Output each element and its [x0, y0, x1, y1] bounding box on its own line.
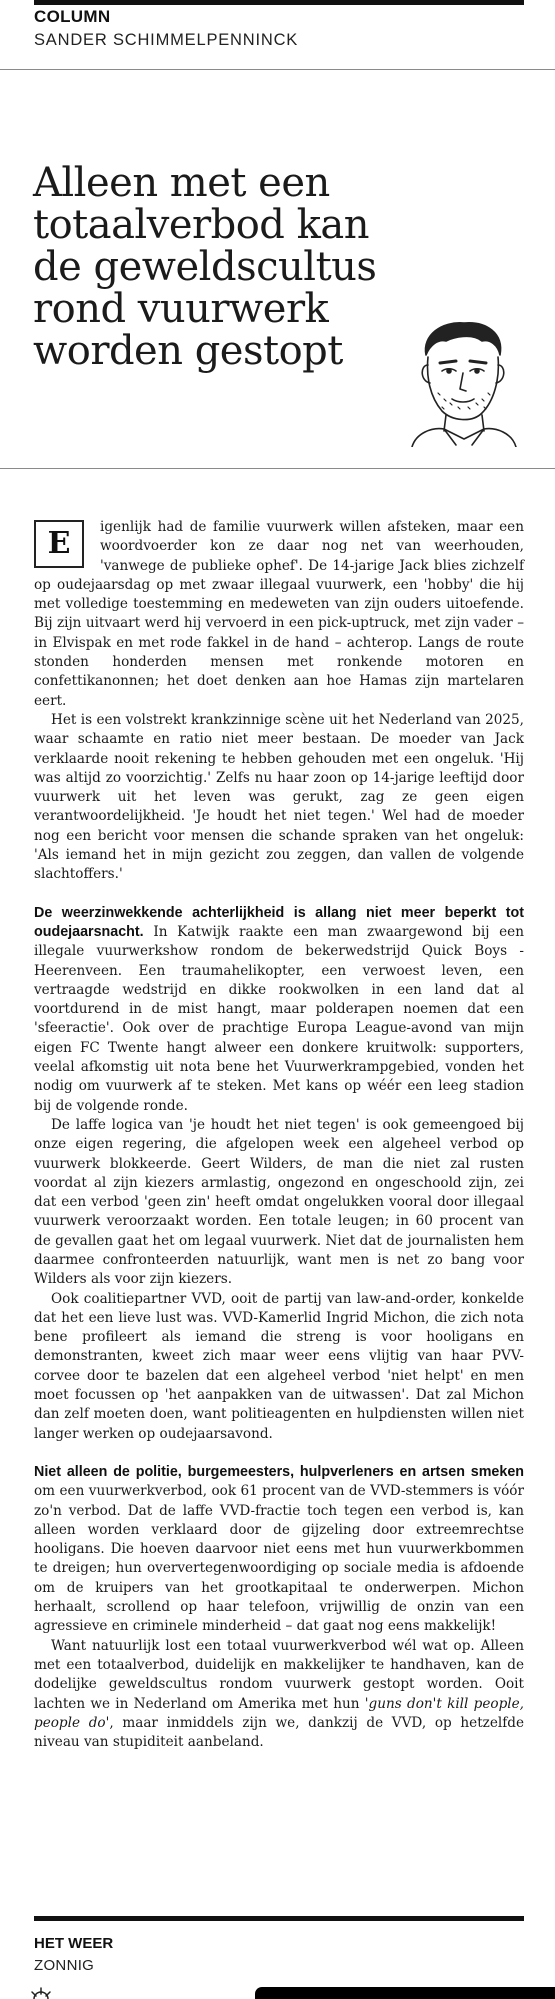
paragraph-text: In Katwijk raakte een man zwaargewond bij een illegale vuurwerkshow rondom de bekerwedstrijd Quick Boys - Heerenveen. Een traumahelikopter, een verwoest leven, een vertraagde wedstrijd en dikke rookwolken in een land dat al voortdurend in de mist hangt, maar polderapen noemen dat een 'sfeeractie'. Ook over de prachtige Europa League-avond van mijn eigen FC Twente hangt alweer een donkere kruitwolk: supporters, veelal afkomstig uit nota bene het Vuurwerkrampgebied, vonden het nodig om vuurwerk af te steken. Met kans op wéér een leeg stadion bij de volgende ronde. — [34, 923, 524, 1114]
author-byline: SANDER SCHIMMELPENNINCK — [34, 31, 299, 49]
weather-value: ZONNIG — [34, 1957, 95, 1974]
headline-line: totaalverbod kan — [33, 202, 369, 248]
article-paragraph: De laffe logica van 'je houdt het niet tegen' is ook gemeengoed bij onze eigen regering, die afgelopen week een algeheel verbod op vuurwerk blokkeerde. Geert Wilders, de man die niet zal rusten voordat al zijn kiezers armlastig, ongezond en ongeschoold zijn, zei dat een verbod 'geen zin' heeft omdat ongelukken vooral door illegaal vuurwerk veroorzaakt worden. Een totale leugen; in 60 procent van de gevallen gaat het om legaal vuurwerk. Niet dat de journalisten hem daarmee confronteerden natuurlijk, want men is net zo bang voor Wilders als voor zijn kiezers. — [34, 1116, 524, 1288]
author-portrait — [402, 315, 524, 447]
sun-icon — [28, 1986, 54, 1999]
home-indicator[interactable] — [255, 1987, 555, 1999]
headline — [33, 162, 413, 372]
quote-text: 'guns don't kill people, people do' — [34, 1695, 524, 1731]
article-body — [34, 518, 524, 1752]
headline-line: Alleen met een — [33, 160, 330, 206]
article-paragraph — [34, 904, 524, 1116]
article-paragraph — [34, 518, 524, 711]
headline-line: de geweldscultus — [33, 244, 377, 290]
article-paragraph — [34, 1637, 524, 1753]
paragraph-lead-in: De weerzinwekkende achterlijkheid is allang niet meer beperkt tot oudejaarsnacht. — [34, 904, 524, 940]
top-rule — [34, 0, 524, 5]
article-paragraph — [34, 1463, 524, 1637]
paragraph-text: , maar inmiddels zijn we, dankzij de VVD, op hetzelfde niveau van stupiditeit aanbeland. — [34, 1714, 524, 1751]
headline-line: worden gestopt — [33, 328, 343, 374]
weather-label: HET WEER — [34, 1935, 114, 1952]
article-paragraph: Ook coalitiepartner VVD, ooit de partij van law-and-order, konkelde dat het een lieve lust was. VVD-Kamerlid Ingrid Michon, die zich nota bene profileert als iemand die streng is voor hooligans en demonstranten, kweet zich maar weer eens vlijtig van haar PVV-corvee door te bazelen dat een algeheel verbod 'niet helpt' en men moet focussen op 'het aanpakken van de uitwassen'. Dat zal Michon dan zelf moeten doen, want politieagenten en hulpdiensten willen niet langer werken op oudejaarsavond. — [34, 1290, 524, 1442]
paragraph-text: igenlijk had de familie vuurwerk willen afsteken, maar een woordvoerder kon ze daar nog net van weerhouden, 'vanwege de publieke ophef'. De 14-jarige Jack blies zichzelf op oudejaarsdag op met zwaar illegaal vuurwerk, een 'hobby' die hij met volledige toestemming en medeweten van zijn ouders uitoefende. Bij zijn uitvaart werd hij vervoerd in een pick-uptruck, met zijn vader – in Elvispak en met rode fakkel in de hand – achterop. Langs de route stonden honderden mensen met ronkende motoren en confettikanonnen; het doet denken aan hoe Hamas zijn martelaren eert. — [34, 519, 524, 709]
weather-rule — [34, 1916, 524, 1921]
article-paragraph: Het is een volstrekt krankzinnige scène uit het Nederland van 2025, waar schaamte en ratio niet meer bestaan. De moeder van Jack verklaarde nooit rekening te hebben gehouden met een ongeluk. 'Hij was altijd zo voorzichtig.' Zelfs nu haar zoon op 14-jarige leeftijd door vuurwerk uit het leven was gerukt, zag ze geen eigen verantwoordelijkheid. 'Je houdt het niet tegen.' Wel had de moeder nog een bericht voor mensen die schande spraken van het ongeluk: 'Als iemand het in mijn gezicht zou zeggen, dan vallen de volgende slachtoffers.' — [34, 711, 524, 883]
headline-line: rond vuurwerk — [33, 286, 329, 332]
drop-cap: E — [34, 520, 84, 568]
paragraph-text: Want natuurlijk lost een totaal vuurwerkverbod wél wat op. Alleen met een totaalverbod, duidelijk en makkelijker te handhaven, kan de dodelijke geweldscultus rondom vuurwerk gestopt worden. Ooit lachten we in Nederland om Amerika met hun — [34, 1637, 524, 1712]
paragraph-text: om een vuurwerkverbod, ook 61 procent van de VVD-stemmers is vóór zo'n verbod. Dat de laffe VVD-fractie toch tegen een verbod is, kan alleen worden verklaard door de gijzeling door extreemrechtse hooligans. Die hoeven daarvoor niet eens met hun vuurwerkbommen te dreigen; hun oververtegenwoordiging op sociale media is afdoende om de kruipers van het grootkapitaal te onderwerpen. Michon herhaalt, scrollend op haar telefoon, vrijwillig de onzin van een agressieve en criminele minderheid – dat gaat nog eens makkelijk! — [34, 1483, 524, 1635]
headline-divider — [0, 468, 555, 469]
section-label: COLUMN — [34, 7, 111, 26]
header-divider — [0, 69, 555, 70]
paragraph-lead-in: Niet alleen de politie, burgemeesters, hulpverleners en artsen smeken — [34, 1463, 524, 1480]
